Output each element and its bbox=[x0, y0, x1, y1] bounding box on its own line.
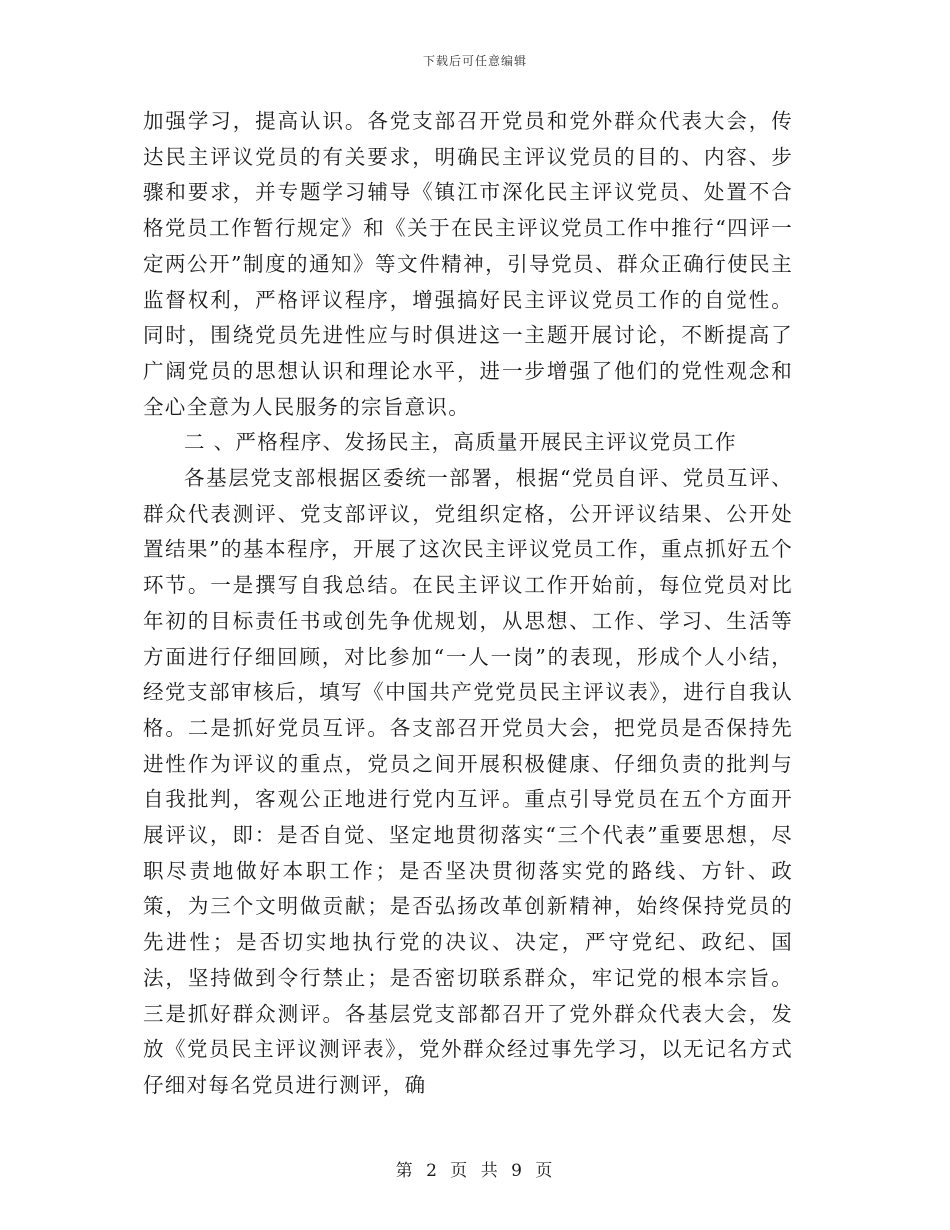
section-heading: 二 、严格程序、发扬民主，高质量开展民主评议党员工作 bbox=[184, 430, 737, 455]
page-number-footer: 第 2 页 共 9 页 bbox=[395, 1161, 555, 1181]
paragraph-body: 各基层党支部根据区委统一部署，根据“党员自评、党员互评、群众代表测评、党支部评议，党组织定格，公开评议结果、公开处置结果”的基本程序，开展了这次民主评议党员工作，重点抓好五个环节。一是撰写自我总结。在民主评议工作开始前，每位党员对比年初的目标责任书或创先争优规划，从思想、工作、学习、生活等方面进行仔细回顾，对比参加“一人一岗”的表现，形成个人小结，经党支部审核后，填写《中国共产党党员民主评议表》，进行自我认格。二是抓好党员互评。各支部召开党员大会，把党员是否保持先进性作为评议的重点，党员之间开展积极健康、仔细负责的批判与自我批判，客观公正地进行党内互评。重点引导党员在五个方面开展评议，即：是否自觉、坚定地贯彻落实“三个代表”重要思想，尽职尽责地做好本职工作；是否坚决贯彻落实党的路线、方针、政策，为三个文明做贡献；是否弘扬改革创新精神，始终保持党员的先进性；是否切实地执行党的决议、决定，严守党纪、政纪、国法，坚持做到令行禁止；是否密切联系群众，牢记党的根本宗旨。三是抓好群众测评。各基层党支部都召开了党外群众代表大会，发放《党员民主评议测评表》，党外群众经过事先学习，以无记名方式仔细对每名党员进行测评，确 bbox=[143, 466, 793, 1097]
document-body bbox=[143, 104, 793, 1104]
paragraph-continuation: 加强学习，提高认识。各党支部召开党员和党外群众代表大会，传达民主评议党员的有关要求，明确民主评议党员的目的、内容、步骤和要求，并专题学习辅导《镇江市深化民主评议党员、处置不合格党员工作暂行规定》和《关于在民主评议党员工作中推行“四评一定两公开”制度的通知》等文件精神，引导党员、群众正确行使民主监督权利，严格评议程序，增强搞好民主评议党员工作的自觉性。同时，围绕党员先进性应与时俱进这一主题开展讨论，不断提高了广阔党员的思想认识和理论水平，进一步增强了他们的党性观念和全心全意为人民服务的宗旨意识。 bbox=[143, 109, 793, 419]
page-header: 下载后可任意编辑 bbox=[422, 54, 527, 68]
